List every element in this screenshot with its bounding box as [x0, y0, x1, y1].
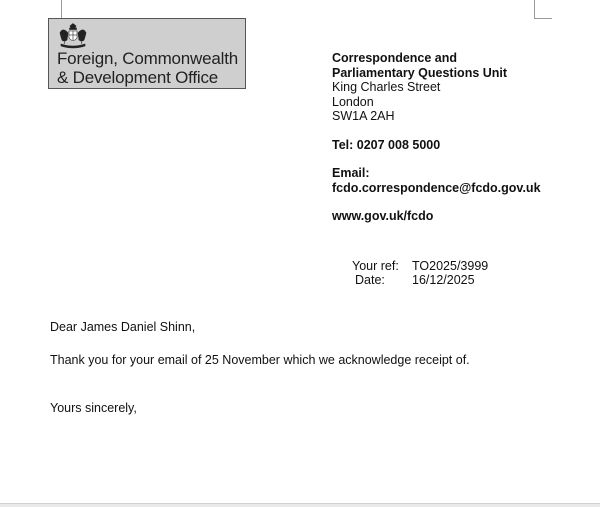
- crop-mark-right-horizontal: [534, 18, 552, 19]
- date-value: 16/12/2025: [412, 273, 475, 287]
- street-address: King Charles Street: [332, 80, 441, 94]
- date-label: Date:: [355, 273, 385, 287]
- sender-address-block: [332, 51, 541, 224]
- unit-name-line-1: Correspondence and: [332, 51, 458, 65]
- date-row: [352, 273, 488, 287]
- fcdo-logo: [48, 18, 246, 89]
- your-ref-label: Your ref:: [352, 259, 399, 273]
- logo-line-1: Foreign, Commonwealth: [57, 49, 238, 68]
- crop-mark-right-vertical: [534, 0, 535, 18]
- salutation: Dear James Daniel Shinn,: [50, 320, 196, 334]
- letter-body: Thank you for your email of 25 November which we acknowledge receipt of.: [50, 353, 470, 367]
- closing: Yours sincerely,: [50, 401, 137, 415]
- website-link[interactable]: www.gov.uk/fcdo: [332, 209, 434, 223]
- city: London: [332, 94, 374, 109]
- email-address[interactable]: fcdo.correspondence@fcdo.gov.uk: [332, 180, 541, 195]
- email-label: Email:: [332, 166, 370, 180]
- postcode: SW1A 2AH: [332, 109, 395, 123]
- royal-crest-icon: [57, 23, 89, 49]
- your-ref-row: [352, 259, 488, 273]
- your-ref-value: TO2025/3999: [412, 259, 489, 273]
- telephone: Tel: 0207 008 5000: [332, 137, 441, 152]
- crop-mark-left: [61, 0, 62, 18]
- reference-block: [352, 259, 488, 287]
- logo-line-2: & Development Office: [57, 68, 219, 87]
- unit-name-line-2: Parliamentary Questions Unit: [332, 65, 508, 80]
